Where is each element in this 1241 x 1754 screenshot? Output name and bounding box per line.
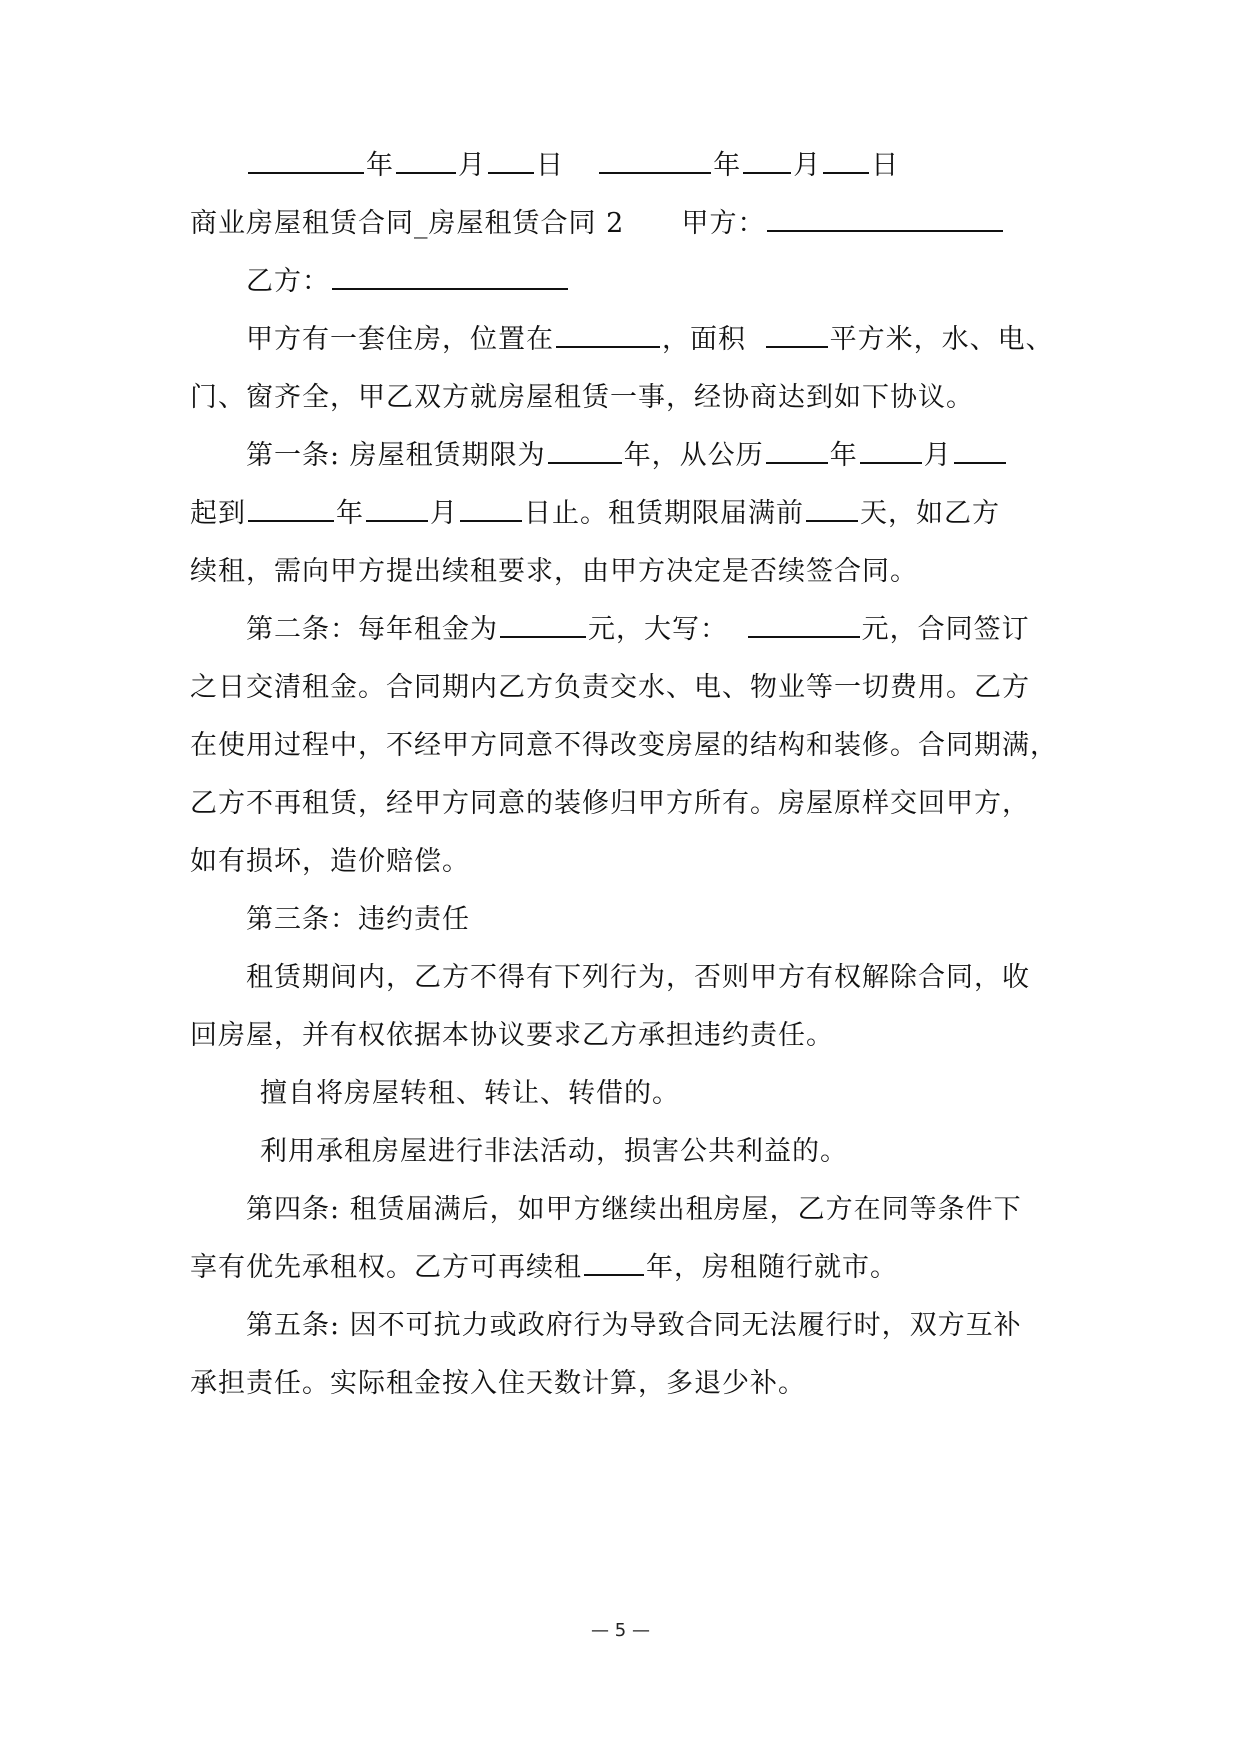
start-day-blank[interactable] — [954, 436, 1006, 464]
paragraph-line — [246, 958, 1136, 998]
rent-capital-blank[interactable] — [748, 610, 860, 638]
party-b-label: 乙方： — [246, 266, 330, 297]
end-year-blank[interactable] — [248, 494, 334, 522]
violation-item-1: 擅自将房屋转租、转让、转借的。 — [260, 1078, 680, 1109]
end-month-label: 月 — [430, 498, 458, 529]
end-year-label: 年 — [336, 498, 364, 529]
article-2-text-1: 之日交清租金。合同期内乙方负责交水、电、物业等一切费用。乙方 — [190, 672, 1030, 703]
paragraph-line — [190, 842, 1080, 882]
lease-from-label: 年，从公历 — [623, 440, 764, 471]
title-line — [190, 204, 1080, 244]
notice-days-label: 天，如乙方 — [860, 498, 1000, 529]
paragraph-line — [190, 1016, 1080, 1056]
renewal-text: 续租，需向甲方提出续租要求，由甲方决定是否续签合同。 — [190, 556, 918, 587]
renewal-years-label: 年，房租随行就市。 — [646, 1252, 898, 1283]
article-3-label: 第三条：违约责任 — [246, 904, 470, 935]
month-label-1: 月 — [458, 150, 486, 181]
article-1-line-2 — [190, 494, 1080, 534]
day-label-1: 日 — [536, 150, 564, 181]
paragraph-line — [190, 668, 1080, 708]
paragraph-line — [190, 726, 1080, 766]
end-day-blank[interactable] — [460, 494, 522, 522]
violation-item-2: 利用承租房屋进行非法活动，损害公共利益的。 — [260, 1136, 848, 1167]
end-day-label: 日止。租赁期限届满前 — [524, 498, 804, 529]
article-5-line-2 — [190, 1364, 1080, 1404]
location-blank[interactable] — [556, 320, 660, 348]
renewal-years-blank[interactable] — [584, 1248, 644, 1276]
lease-term-blank[interactable] — [548, 436, 622, 464]
list-item — [260, 1132, 1150, 1172]
article-3-text-2: 回房屋，并有权依据本协议要求乙方承担违约责任。 — [190, 1020, 834, 1051]
day-blank-2[interactable] — [823, 146, 869, 174]
page-number: — 5 — — [591, 1620, 650, 1641]
party-b-line — [246, 262, 1136, 302]
area-label: ，面积 — [662, 324, 746, 355]
article-2-text-2: 在使用过程中，不经甲方同意不得改变房屋的结构和装修。合同期满， — [190, 730, 1058, 761]
year-label-1: 年 — [366, 150, 394, 181]
year-blank-1[interactable] — [248, 146, 364, 174]
paragraph-line — [190, 552, 1080, 592]
notice-days-blank[interactable] — [806, 494, 858, 522]
article-4-line-2 — [190, 1248, 1080, 1288]
day-label-2: 日 — [871, 150, 900, 181]
article-4-text-2: 享有优先承租权。乙方可再续租 — [190, 1252, 582, 1283]
year-label-2: 年 — [713, 150, 742, 181]
area-unit-text: 平方米，水、电、 — [829, 324, 1054, 355]
article-2-text-3: 乙方不再租赁，经甲方同意的装修归甲方所有。房屋原样交回甲方， — [190, 788, 1030, 819]
start-month-blank[interactable] — [860, 436, 922, 464]
month-label-2: 月 — [793, 150, 822, 181]
article-5-line — [246, 1306, 1136, 1346]
article-3-text-1: 租赁期间内，乙方不得有下列行为，否则甲方有权解除合同，收 — [246, 962, 1030, 993]
rent-capital-label: 元，大写： — [588, 614, 728, 645]
month-blank-1[interactable] — [396, 146, 456, 174]
end-month-blank[interactable] — [366, 494, 428, 522]
property-location-label: 甲方有一套住房，位置在 — [246, 324, 554, 355]
list-item — [260, 1074, 1150, 1114]
area-blank[interactable] — [766, 320, 828, 348]
party-a-blank[interactable] — [767, 204, 1003, 232]
party-a-label: 甲方： — [681, 208, 766, 239]
end-label: 起到 — [190, 498, 246, 529]
agreement-intro: 门、窗齐全，甲乙双方就房屋租赁一事，经协商达到如下协议。 — [190, 382, 974, 413]
property-line — [246, 320, 1136, 360]
party-b-blank[interactable] — [332, 262, 568, 290]
article-4-line — [246, 1190, 1136, 1230]
article-1-line — [246, 436, 1136, 476]
year-blank-2[interactable] — [599, 146, 711, 174]
day-blank-1[interactable] — [488, 146, 534, 174]
article-4-text-1: 第四条: 租赁届满后，如甲方继续出租房屋，乙方在同等条件下 — [246, 1194, 1022, 1225]
start-year-blank[interactable] — [766, 436, 828, 464]
document-title: 商业房屋租赁合同_房屋租赁合同 2 — [190, 208, 625, 239]
start-year-label: 年 — [829, 440, 858, 471]
article-2-line — [246, 610, 1136, 650]
date-line — [246, 146, 1136, 186]
paragraph-line — [190, 378, 1080, 418]
article-2-label: 第二条：每年租金为 — [246, 614, 498, 645]
article-5-text-2: 承担责任。实际租金按入住天数计算，多退少补。 — [190, 1368, 806, 1399]
rent-capital-unit: 元，合同签订 — [861, 614, 1030, 645]
article-5-text-1: 第五条: 因不可抗力或政府行为导致合同无法履行时，双方互补 — [246, 1310, 1022, 1341]
annual-rent-blank[interactable] — [500, 610, 586, 638]
article-2-text-4: 如有损坏，造价赔偿。 — [190, 846, 470, 877]
article-1-label: 第一条: 房屋租赁期限为 — [246, 440, 546, 471]
start-month-label: 月 — [923, 440, 952, 471]
month-blank-2[interactable] — [743, 146, 791, 174]
article-3-heading — [246, 900, 1136, 940]
paragraph-line — [190, 784, 1080, 824]
